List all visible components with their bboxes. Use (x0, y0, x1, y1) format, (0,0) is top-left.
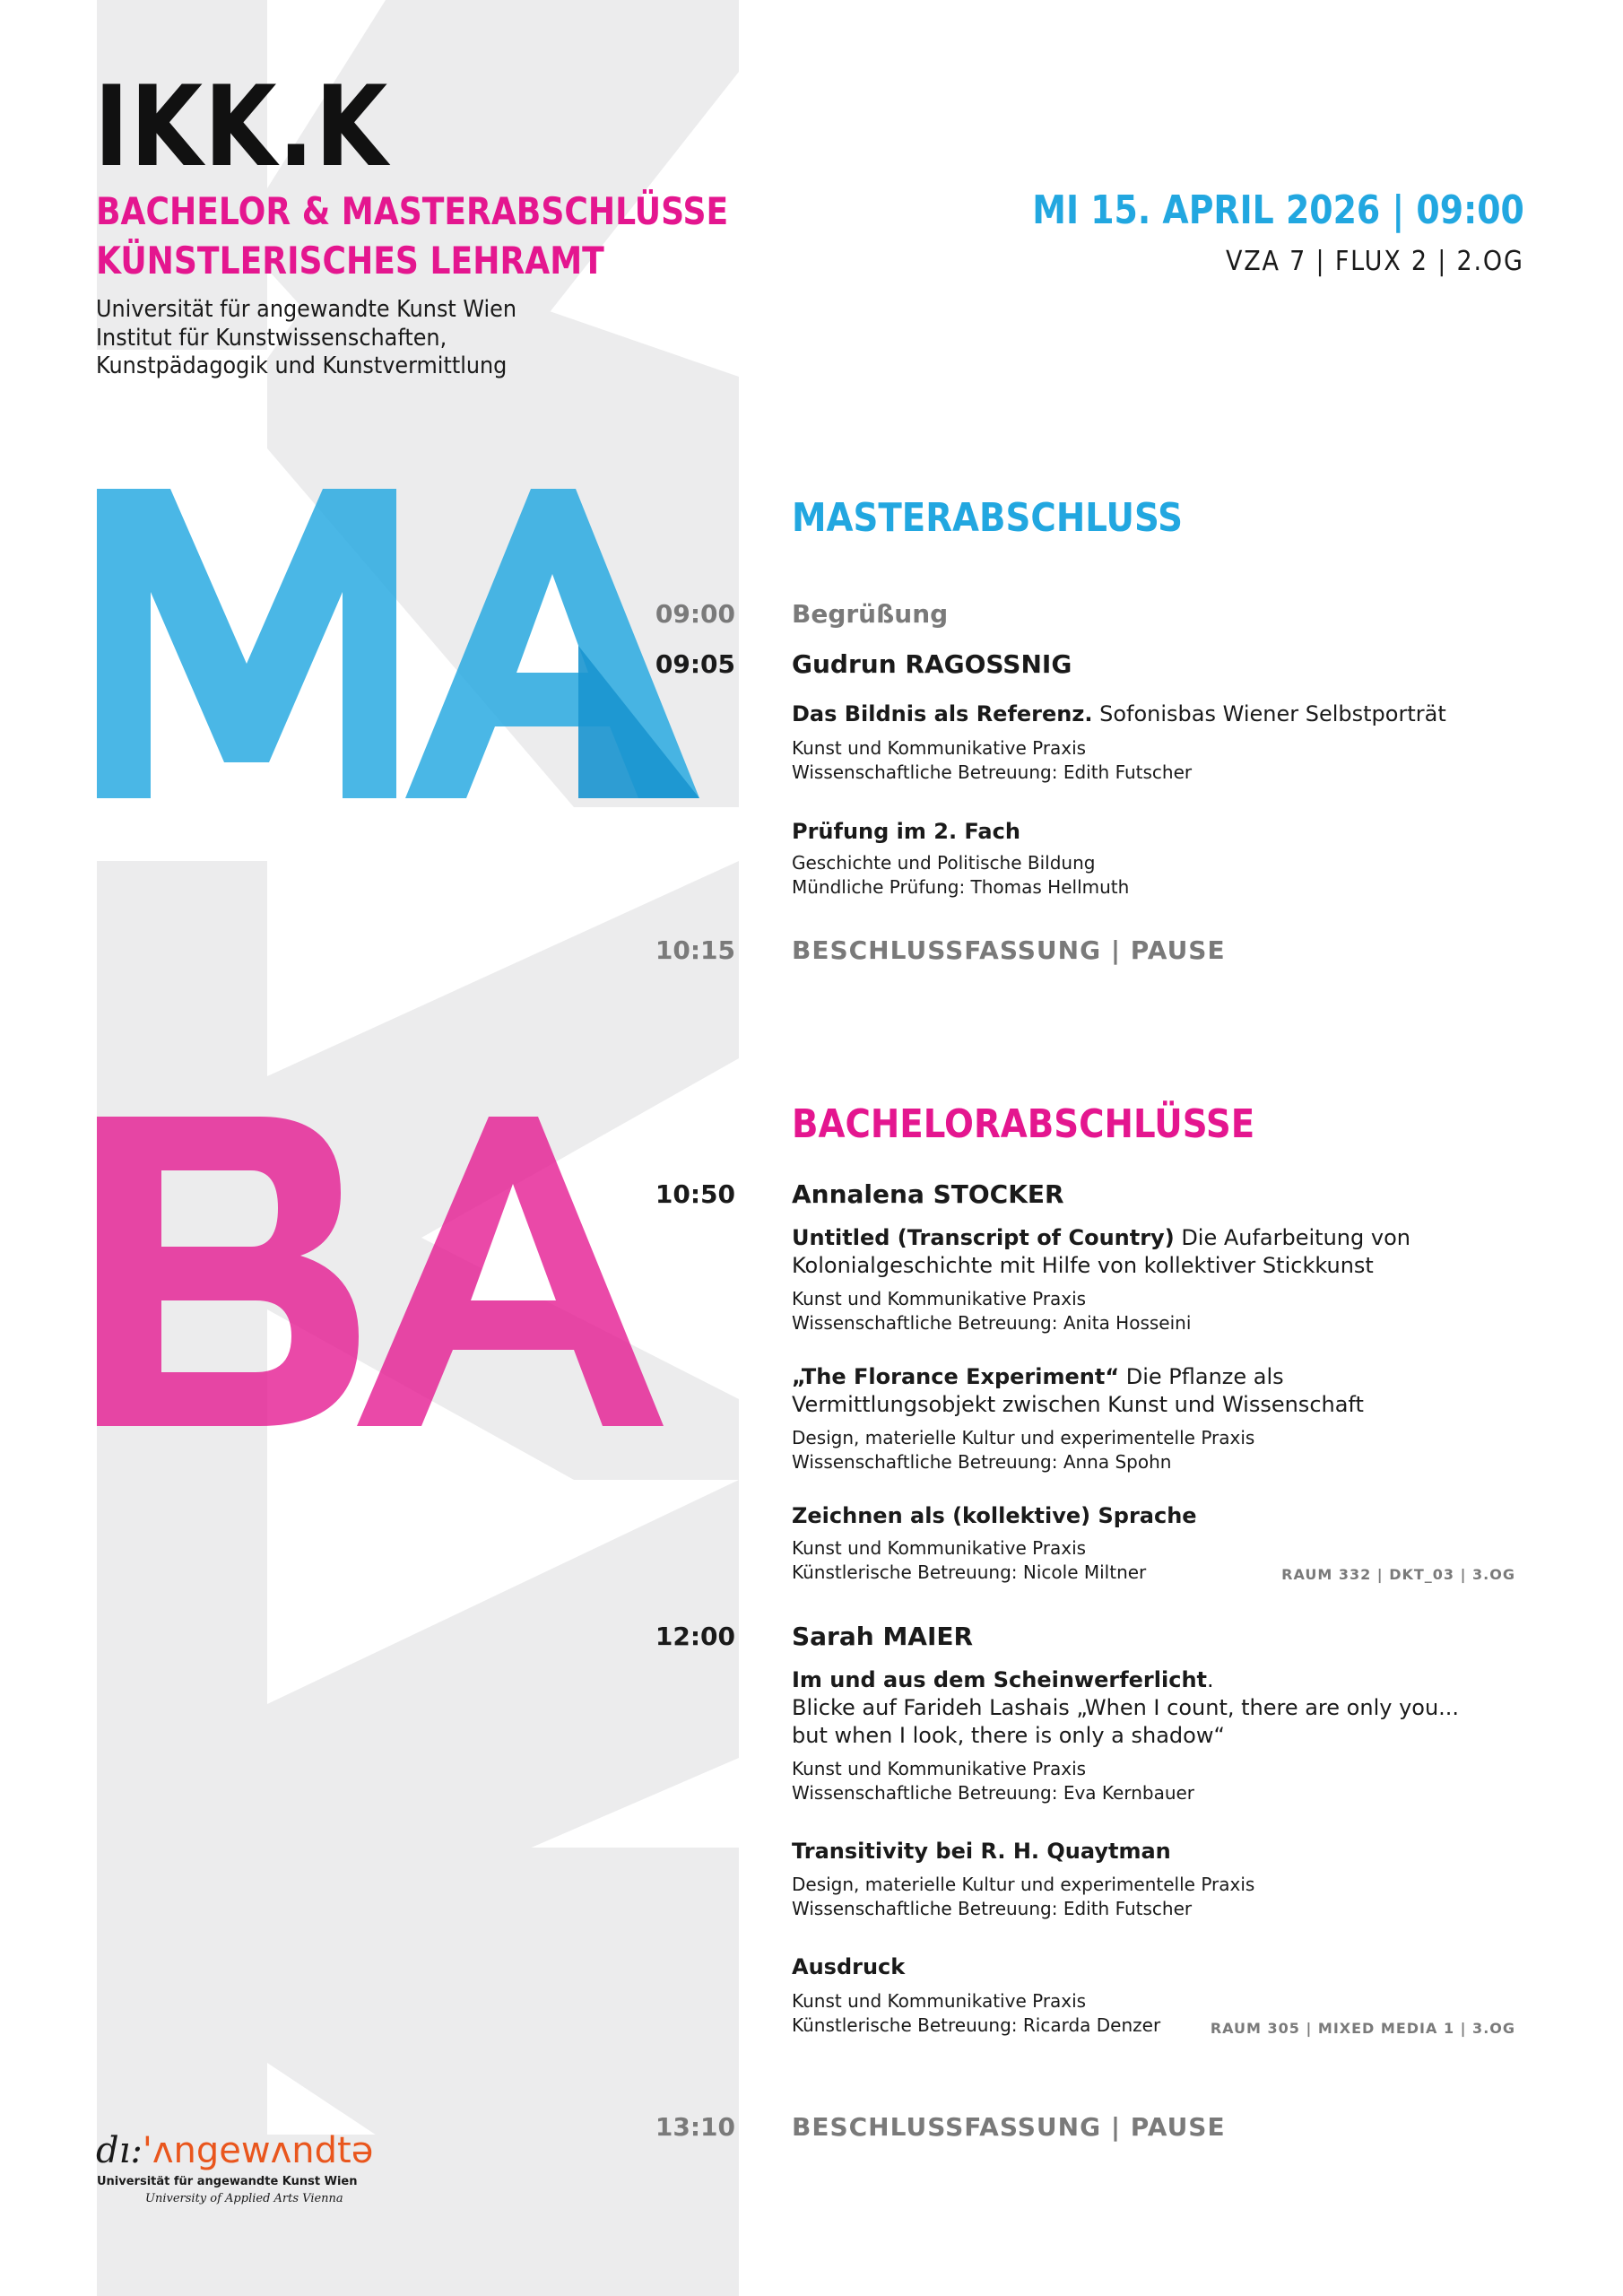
work-subtitle-line2: Vermittlungsobjekt zwischen Kunst und Wissenschaft (792, 1392, 1364, 1417)
work-title-bold: „The Florance Experiment“ (792, 1364, 1120, 1389)
work-title-bold: Prüfung im 2. Fach (792, 819, 1020, 844)
logo-prefix: dı: (96, 2130, 143, 2171)
pause-label: BESCHLUSSFASSUNG | PAUSE (792, 935, 1226, 965)
candidate-time: 10:50 (655, 1179, 735, 1209)
work-supervision: Wissenschaftliche Betreuung: Anita Hosseini (792, 1312, 1192, 1334)
work-title (792, 818, 1473, 846)
work-title-bold: Zeichnen als (kollektive) Sprache (792, 1503, 1197, 1528)
work-subtitle: Sofonisbas Wiener Selbstporträt (1099, 701, 1446, 726)
work-subtitle-line2: but when I look, there is only a shadow“ (792, 1723, 1225, 1748)
event-date: MI 15. APRIL 2026 | 09:00 (1032, 187, 1524, 233)
work-field: Kunst und Kommunikative Praxis (792, 737, 1087, 759)
work-title-bold: Das Bildnis als Referenz. (792, 701, 1093, 726)
candidate-name: Sarah MAIER (792, 1622, 974, 1651)
work-supervision: Wissenschaftliche Betreuung: Eva Kernbauer (792, 1782, 1195, 1804)
work-supervision: Mündliche Prüfung: Thomas Hellmuth (792, 876, 1130, 898)
pause-time: 13:10 (655, 2112, 735, 2142)
candidate-name: Gudrun RAGOSSNIG (792, 649, 1072, 679)
work-field: Kunst und Kommunikative Praxis (792, 1288, 1087, 1309)
work-field: Design, materielle Kultur und experimentelle Praxis (792, 1874, 1255, 1895)
university-name: Universität für angewandte Kunst Wien (96, 296, 517, 323)
bachelor-heading: BACHELORABSCHLÜSSE (792, 1101, 1255, 1147)
candidate-time: 09:05 (655, 649, 735, 679)
work-title (792, 700, 1473, 728)
work-title-bold: Im und aus dem Scheinwerferlicht (792, 1667, 1208, 1692)
ikk-logo: IKK.K (94, 63, 389, 192)
room-info: RAUM 332 | DKT_03 | 3.OG (1281, 1566, 1515, 1583)
candidate-time: 12:00 (655, 1622, 735, 1651)
work-supervision: Wissenschaftliche Betreuung: Edith Futscher (792, 761, 1193, 783)
pause-time: 10:15 (655, 935, 735, 965)
event-title-line2: KÜNSTLERISCHES LEHRAMT (96, 239, 604, 283)
event-location: VZA 7 | FLUX 2 | 2.OG (1226, 246, 1524, 277)
room-info: RAUM 305 | MIXED MEDIA 1 | 3.OG (1210, 2020, 1515, 2037)
logo-subtitle-en: University of Applied Arts Vienna (145, 2192, 343, 2205)
work-title (792, 1838, 1473, 1866)
work-field: Geschichte und Politische Bildung (792, 852, 1096, 874)
work-field: Design, materielle Kultur und experimentelle Praxis (792, 1427, 1255, 1448)
institute-line1: Institut für Kunstwissenschaften, (96, 325, 447, 352)
work-subtitle: Blicke auf Farideh Lashais „When I count, there are only you... (792, 1695, 1460, 1720)
work-subtitle-line2: Kolonialgeschichte mit Hilfe von kollektiver Stickkunst (792, 1253, 1374, 1278)
master-heading: MASTERABSCHLUSS (792, 495, 1184, 541)
work-title-bold: Ausdruck (792, 1954, 906, 1979)
work-field: Kunst und Kommunikative Praxis (792, 1990, 1087, 2012)
work-title (792, 1224, 1473, 1280)
candidate-name: Annalena STOCKER (792, 1179, 1064, 1209)
work-field: Kunst und Kommunikative Praxis (792, 1537, 1087, 1559)
work-subtitle: Die Aufarbeitung von (1181, 1225, 1410, 1250)
angewandte-logo (96, 2130, 374, 2171)
work-field: Kunst und Kommunikative Praxis (792, 1758, 1087, 1779)
work-title (792, 1666, 1473, 1750)
institute-line2: Kunstpädagogik und Kunstvermittlung (96, 352, 508, 379)
work-supervision: Wissenschaftliche Betreuung: Edith Futscher (792, 1898, 1193, 1919)
welcome-label: Begrüßung (792, 599, 949, 629)
work-title-bold: Untitled (Transcript of Country) (792, 1225, 1175, 1250)
work-title-end: . (1207, 1667, 1214, 1692)
work-title (792, 1363, 1473, 1419)
logo-word: 'ʌngewʌndtə (142, 2130, 374, 2171)
logo-subtitle-de: Universität für angewandte Kunst Wien (97, 2175, 358, 2188)
work-title (792, 1953, 1473, 1981)
event-title-line1: BACHELOR & MASTERABSCHLÜSSE (96, 189, 729, 233)
work-title-bold: Transitivity bei R. H. Quaytman (792, 1839, 1171, 1864)
work-supervision: Künstlerische Betreuung: Nicole Miltner (792, 1561, 1147, 1583)
welcome-time: 09:00 (655, 599, 735, 629)
work-supervision: Künstlerische Betreuung: Ricarda Denzer (792, 2014, 1161, 2036)
work-subtitle: Die Pflanze als (1125, 1364, 1284, 1389)
work-title (792, 1502, 1473, 1530)
pause-label: BESCHLUSSFASSUNG | PAUSE (792, 2112, 1226, 2142)
work-supervision: Wissenschaftliche Betreuung: Anna Spohn (792, 1451, 1172, 1473)
